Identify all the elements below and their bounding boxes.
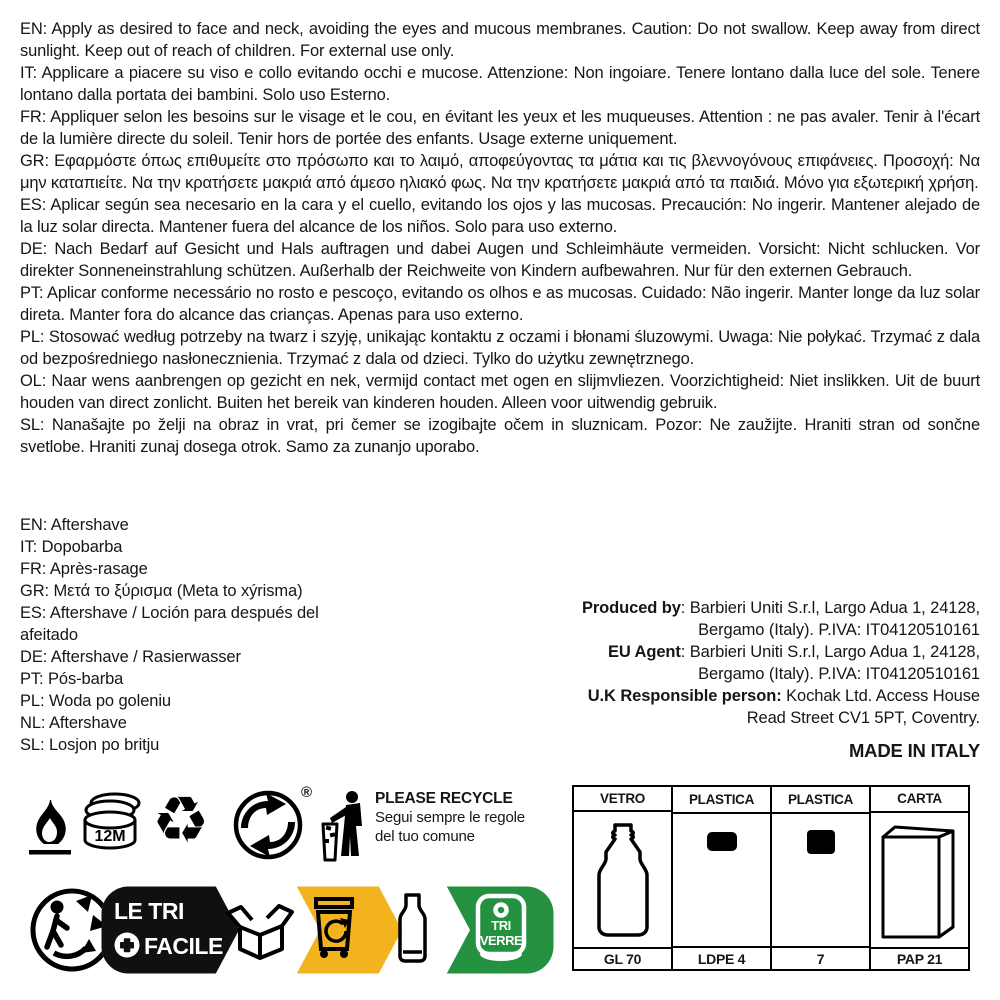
warning-ol: OL: Naar wens aanbrengen op gezicht en nek, vermijd contact met ogen en slijmvliezen. Voorzichtigheid: Niet inslikken. Uit de buurt houden van direct zonlicht. Buiten het bereik van kinderen houden. Alleen voor uitwendig gebruik. [20,372,980,412]
producer-text: : Barbieri Uniti S.r.l, Largo Adua 1, 24128, [680,599,980,617]
recycling-mobius-icon: ♻ [152,784,210,858]
producer-label: EU Agent [607,643,681,661]
warning-it: IT: Applicare a piacere su viso e collo evitando occhi e mucose. Attenzione: Non ingoiare. Tenere lontano dalla luce del sole. Tenere lontano dalla portata dei bambini. Solo uso Esterno. [20,64,980,104]
producer-text: Bergamo (Italy). P.IVA: IT04120510161 [698,621,980,639]
material-header: VETRO [574,787,671,812]
product-name-pt: PT: Pós-barba [20,670,124,688]
producer-text: : Barbieri Uniti S.r.l, Largo Adua 1, 24128, [680,643,980,661]
product-name-pl: PL: Woda po goleniu [20,692,171,710]
warning-pt: PT: Aplicar conforme necessário no rosto e pescoço, evitando os olhos e as mucosas. Cuidado: Não ingerir. Manter longe da luz solar direta. Manter fora do alcance das crianças. Apenas para uso externo. [20,284,980,324]
please-recycle-line2: del tuo comune [375,828,475,845]
plastic-cap-square-icon [805,828,837,856]
warning-fr: FR: Appliquer selon les besoins sur le visage et le cou, en évitant les yeux et les muqueuses. Attention : ne pas avaler. Tenir à l'écart de la lumière directe du soleil. Tenir hors de portée des enfants. Usage externe uniquement. [20,108,980,148]
product-name-es: ES: Aftershave / Loción para después del afeitado [20,604,319,644]
materials-column-plastic-2 [772,787,871,969]
materials-table [572,785,970,971]
warning-sl: SL: Nanašajte po želji na obraz in vrat, pri čemer se izogibajte očem in sluznicam. Pozor: Ne zaužijte. Hraniti stran od sončne svetlobe. Hraniti zunaj dosega otrok. Samo za zunanjo uporabo. [20,416,980,456]
material-header: PLASTICA [772,787,869,814]
please-recycle-title: PLEASE RECYCLE [375,790,513,807]
tri-verre-line1: TRI [491,918,511,933]
warning-en: EN: Apply as desired to face and neck, avoiding the eyes and mucous membranes. Caution: Do not swallow. Keep away from direct sunlight. Keep out of reach of children. For external use only. [20,20,980,60]
producer-text: Read Street CV1 5PT, Coventry. [746,709,980,727]
material-header: CARTA [871,787,968,813]
warnings-block [20,18,980,458]
producer-line [520,663,980,685]
material-icon-cell [871,813,968,947]
product-name-en: EN: Aftershave [20,516,129,534]
made-in-italy-label: MADE IN ITALY [848,740,980,761]
product-name-nl: NL: Aftershave [20,714,127,732]
product-name-de: DE: Aftershave / Rasierwasser [20,648,241,666]
producer-line [520,619,980,641]
pao-months-label: 12M [94,828,126,845]
flammable-icon [28,799,72,864]
please-recycle-note [375,790,525,846]
product-name-list [20,514,354,756]
producer-line [520,685,980,707]
registered-trademark-icon: ® [301,784,313,801]
product-name-fr: FR: Après-rasage [20,560,148,578]
please-recycle-line1: Segui sempre le regole [375,809,525,826]
material-icon-cell [673,814,770,946]
plastic-cap-icon [705,830,739,854]
period-after-opening-icon [80,791,144,860]
producer-text: Kochak Ltd. Access House [781,687,980,705]
green-dot-icon [233,790,303,865]
material-code: PAP 21 [871,947,968,969]
product-name-gr: GR: Μετά το ξύρισμα (Meta to xýrisma) [20,582,303,600]
warning-de: DE: Nach Bedarf auf Gesicht und Hals auftragen und dabei Augen und Schleimhäute vermeiden. Vorsicht: Nicht schlucken. Vor direkter Sonneneinstrahlung schützen. Außerhalb der Reichweite von Kindern aufbewahren. Nur für den externen Gebrauch. [20,240,980,280]
material-code: LDPE 4 [673,946,770,969]
materials-column-plastic-1 [673,787,772,969]
tidy-man-icon [320,790,368,867]
banner-title-line1: LE TRI [114,898,184,924]
material-code: 7 [772,946,869,969]
glass-bottle-icon [587,822,659,947]
tri-facile-banner [100,885,555,980]
material-header: PLASTICA [673,787,770,814]
producer-line [520,707,980,729]
producer-block [520,597,980,729]
producer-label: U.K Responsible person: [587,687,782,705]
warning-es: ES: Aplicar según sea necesario en la cara y el cuello, evitando los ojos y las mucosas. Precaución: No ingerir. Mantener alejado de la luz solar directa. Mantener fuera del alcance de los niños. Solo para uso externo. [20,196,980,236]
producer-label: Produced by [581,599,681,617]
material-icon-cell [772,814,869,946]
producer-line [520,641,980,663]
producer-text: Bergamo (Italy). P.IVA: IT04120510161 [698,665,980,683]
warning-pl: PL: Stosować według potrzeby na twarz i szyję, unikając kontaktu z oczami i błonami śluzowymi. Uwaga: Nie połykać. Trzymać z dala od bezpośredniego nasłonecznienia. Trzymać z dala od dzieci. Tylko do użytku zewnętrznego. [20,328,980,368]
material-code: GL 70 [574,947,671,969]
warning-gr: GR: Εφαρμόστε όπως επιθυμείτε στο πρόσωπο και το λαιμό, αποφεύγοντας τα μάτια και τις βλεννογόνους επιφάνειες. Προσοχή: Να μην καταπιείτε. Να την κρατήσετε μακριά από άμεσο ηλιακό φως. Να την κρατήσετε μακριά από τα παιδιά. Μόνο για εξωτερική χρήση. [20,152,980,192]
tri-verre-line2: VERRE [479,933,523,948]
materials-column-glass [574,787,673,969]
material-icon-cell [574,812,671,947]
materials-column-paper [871,787,968,969]
product-name-sl: SL: Losjon po britju [20,736,160,754]
producer-line [520,597,980,619]
tri-verre-badge [478,896,524,961]
carton-box-icon [879,823,961,947]
product-name-it: IT: Dopobarba [20,538,123,556]
banner-title-line2: FACILE [144,933,223,959]
